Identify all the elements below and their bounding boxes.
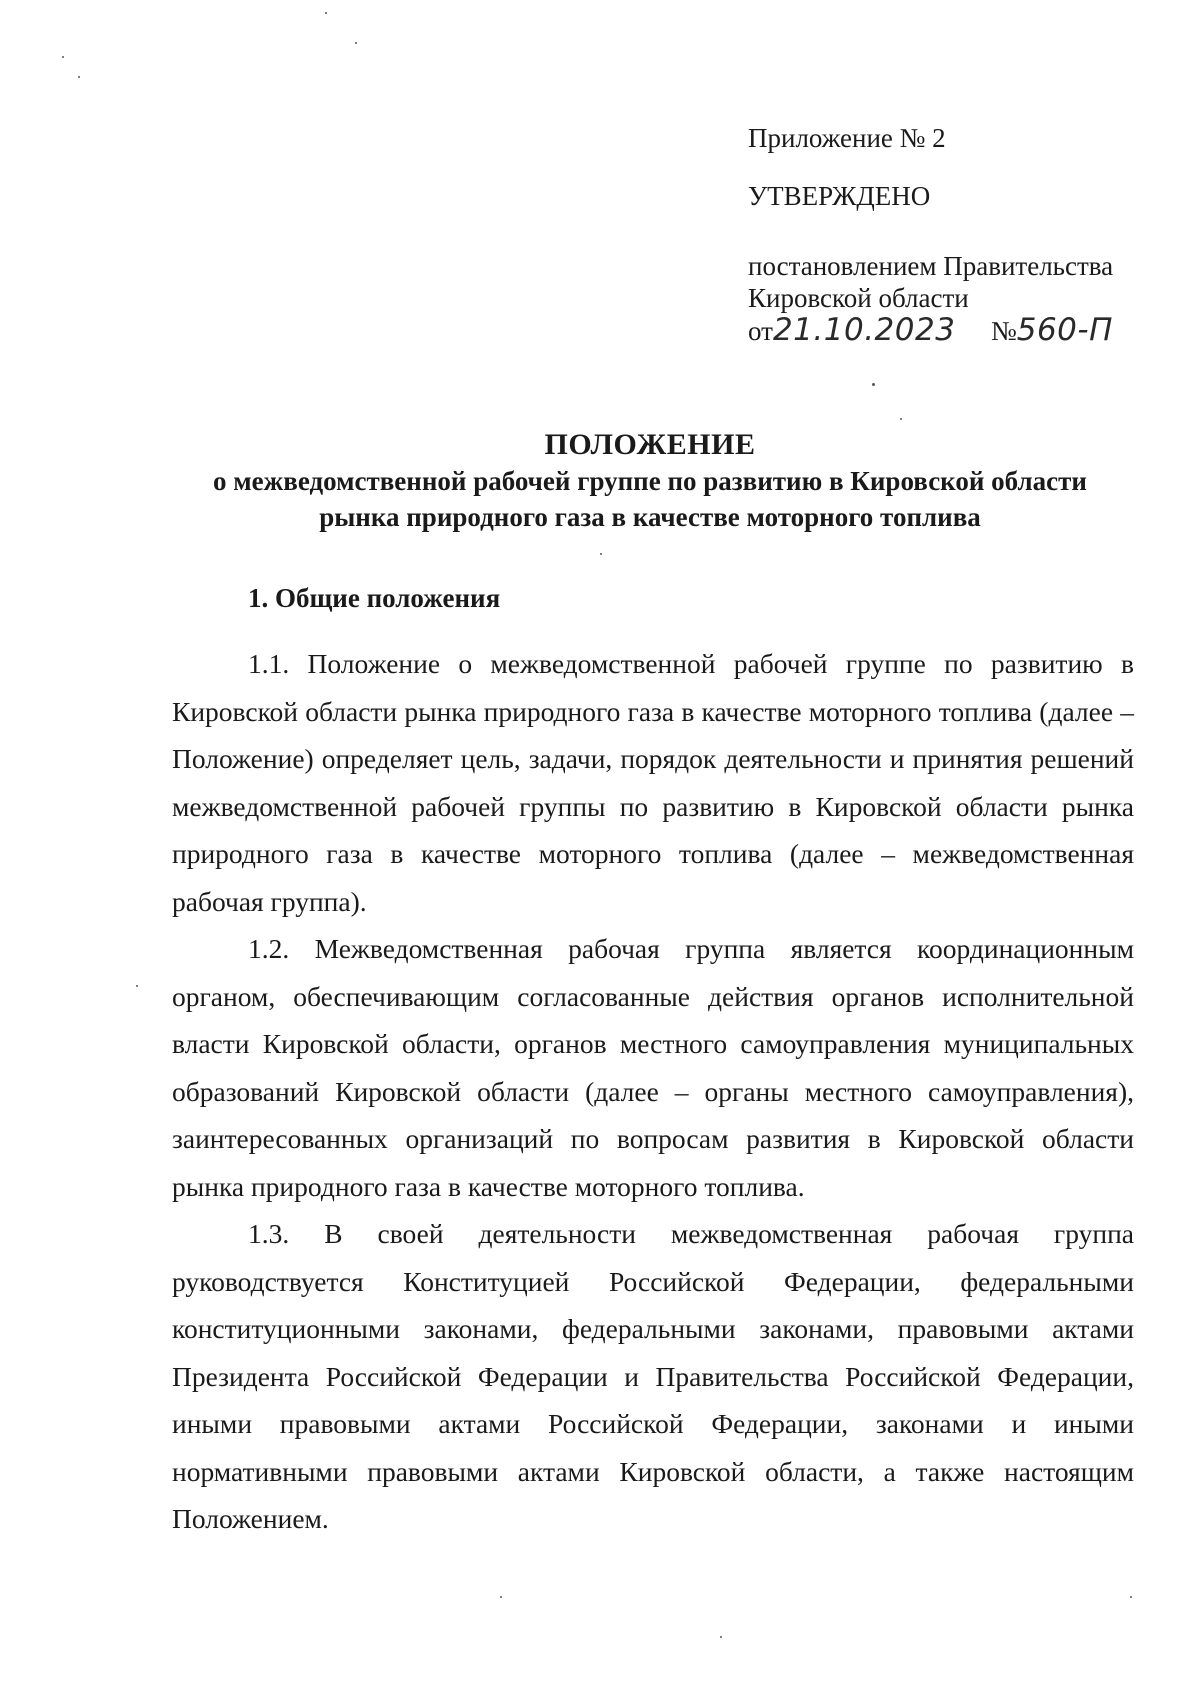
scan-speck [355,42,357,44]
scan-speck [900,418,902,420]
handwritten-number: 560-П [1016,312,1113,348]
document-title-block [150,428,1150,534]
scan-speck [136,985,138,987]
decree-region: Кировской области [748,283,969,313]
scan-speck [1130,1596,1132,1598]
paragraph-1-1: 1.1. Положение о межведомственной рабочей группе по развитию в Кировской области рынка природного газа в качестве моторного топлива (далее – Положение) определяет цель, задачи, порядок деятельности и принятия решений межведомственной рабочей группы по развитию в Кировской области рынка природного газа в качестве моторного топлива (далее – межведомственная рабочая группа). [172,648,1134,917]
date-prefix: от [748,316,773,346]
document-title: ПОЛОЖЕНИЕ [544,428,756,461]
document-body [172,640,1134,1543]
approval-block [748,122,1188,347]
approved-label: УТВЕРЖДЕНО [748,181,931,211]
document-subtitle-line: о межведомственной рабочей группе по развитию в Кировской области [213,466,1087,496]
scan-speck [500,1596,502,1598]
paragraph-1-2: 1.2. Межведомственная рабочая группа является координационным органом, обеспечивающим согласованные действия органов исполнительной власти Кировской области, органов местного самоуправления муниципальных образований Кировской области (далее – органы местного самоуправления), заинтересованных организаций по вопросам развития в Кировской области рынка природного газа в качестве моторного топлива. [172,933,1134,1202]
decree-date-number [748,314,1188,347]
section-heading: 1. Общие положения [248,583,501,613]
scan-speck [720,1636,722,1638]
decree-line: постановлением Правительства [748,251,1114,281]
appendix-label: Приложение № 2 [748,123,946,153]
scan-speck [62,56,64,58]
number-prefix: № [990,316,1017,346]
scan-speck [872,383,875,386]
paragraph-1-3: 1.3. В своей деятельности межведомственная рабочая группа руководствуется Конституцией Российской Федерации, федеральными конституционными законами, федеральными законами, правовыми актами Президента Российской Федерации и Правительства Российской Федерации, иными правовыми актами Российской Федерации, законами и иными нормативными правовыми актами Кировской области, а также настоящим Положением. [172,1218,1134,1534]
handwritten-date: 21.10.2023 [772,312,956,348]
document-subtitle-line: рынка природного газа в качестве моторного топлива [319,502,981,532]
scan-speck [600,553,602,555]
scan-speck [325,12,327,14]
scan-speck [78,76,80,78]
